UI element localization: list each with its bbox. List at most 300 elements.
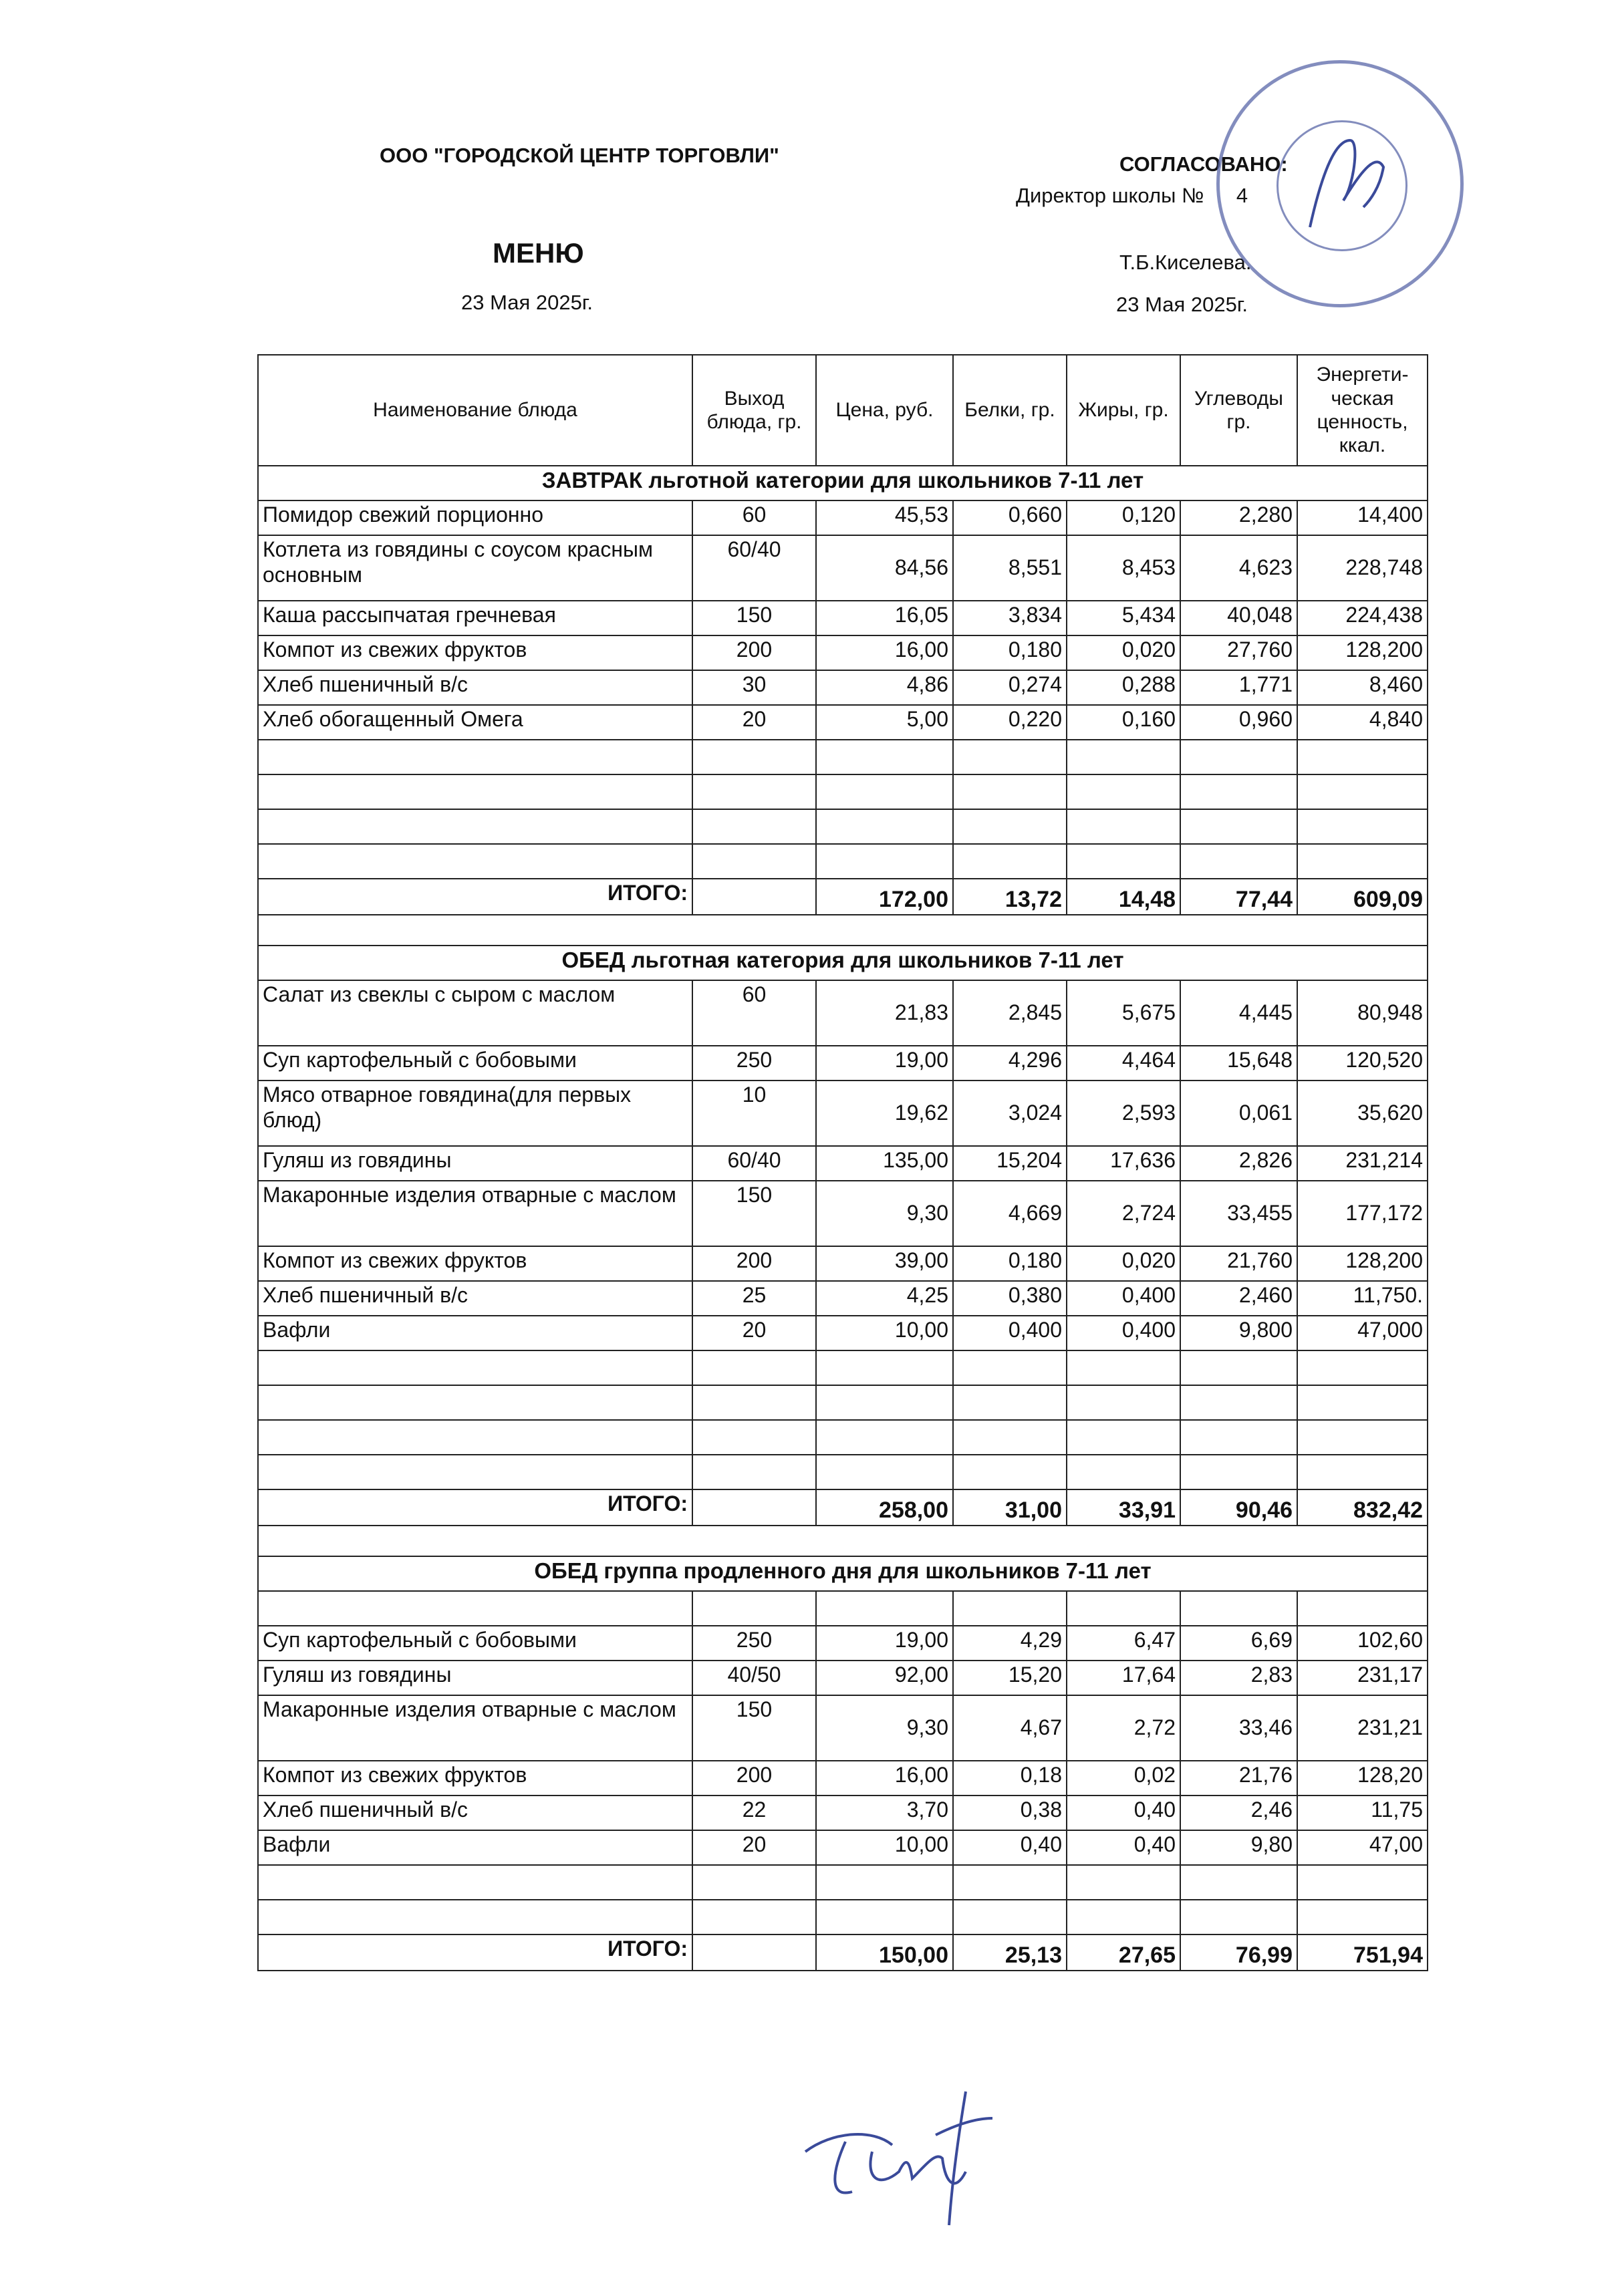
dish-value: 92,00 [816,1661,953,1695]
dish-value: 5,00 [816,705,953,740]
total-value: 33,91 [1067,1489,1180,1526]
empty-cell [258,1420,692,1455]
total-value: 27,65 [1067,1934,1180,1971]
total-row [258,1934,1428,1971]
empty-cell [953,1865,1067,1900]
dish-value: 19,00 [816,1046,953,1081]
dish-value: 250 [692,1046,816,1081]
dish-value: 21,83 [816,980,953,1046]
dish-name: Компот из свежих фруктов [258,1761,692,1796]
total-row [258,1489,1428,1526]
dish-value: 9,30 [816,1181,953,1246]
empty-cell [692,774,816,809]
dish-value: 0,400 [1067,1316,1180,1350]
empty-cell [1067,1385,1180,1420]
dish-value: 15,648 [1180,1046,1297,1081]
empty-cell [258,1865,692,1900]
dish-value: 0,180 [953,635,1067,670]
dish-value: 2,826 [1180,1146,1297,1181]
empty-cell [1180,1385,1297,1420]
section-title-row [258,466,1428,500]
table-row [258,1626,1428,1661]
empty-cell [258,1455,692,1489]
empty-cell [258,1900,692,1934]
empty-cell [1067,809,1180,844]
menu-title: МЕНЮ [493,237,584,269]
empty-cell [1297,1385,1428,1420]
dish-value: 128,200 [1297,635,1428,670]
dish-value: 27,760 [1180,635,1297,670]
dish-value: 0,660 [953,500,1067,535]
dish-value: 47,000 [1297,1316,1428,1350]
empty-cell [692,809,816,844]
column-header: Белки, гр. [953,355,1067,466]
empty-cell [692,1455,816,1489]
empty-cell [1067,1350,1180,1385]
dish-value: 0,120 [1067,500,1180,535]
total-value: 751,94 [1297,1934,1428,1971]
section-title-row [258,1556,1428,1591]
dish-value: 60 [692,980,816,1046]
director-label: Директор школы № [1016,184,1204,207]
dish-value: 128,200 [1297,1246,1428,1281]
empty-cell [1067,774,1180,809]
section-title: ЗАВТРАК льготной категории для школьников 7-11 лет [258,466,1428,500]
section-title-row [258,946,1428,980]
approval-date: 23 Мая 2025г. [1116,293,1248,316]
empty-row [258,774,1428,809]
total-value: 76,99 [1180,1934,1297,1971]
dish-value: 2,280 [1180,500,1297,535]
table-row [258,670,1428,705]
dish-value: 2,845 [953,980,1067,1046]
company-name: ООО "ГОРОДСКОЙ ЦЕНТР ТОРГОВЛИ" [380,144,779,167]
dish-value: 20 [692,705,816,740]
empty-cell [953,1350,1067,1385]
dish-name: Помидор свежий порционно [258,500,692,535]
empty-cell [692,1350,816,1385]
dish-value: 11,750. [1297,1281,1428,1316]
dish-value: 150 [692,1181,816,1246]
dish-value: 4,296 [953,1046,1067,1081]
dish-name: Гуляш из говядины [258,1661,692,1695]
dish-value: 84,56 [816,535,953,601]
table-row [258,1796,1428,1830]
dish-value: 231,21 [1297,1695,1428,1761]
empty-cell [816,1455,953,1489]
empty-cell [692,1900,816,1934]
empty-cell [816,774,953,809]
dish-name: Хлеб пшеничный в/с [258,1796,692,1830]
dish-value: 0,220 [953,705,1067,740]
spacer-cell [258,1526,1428,1556]
dish-value: 0,400 [1067,1281,1180,1316]
table-header-row [258,355,1428,466]
dish-value: 15,204 [953,1146,1067,1181]
empty-cell [816,1350,953,1385]
empty-cell [1067,1900,1180,1934]
empty-row [258,1900,1428,1934]
total-label: ИТОГО: [258,1934,692,1971]
column-header: Наименование блюда [258,355,692,466]
dish-value: 47,00 [1297,1830,1428,1865]
column-header: Цена, руб. [816,355,953,466]
dish-value: 16,00 [816,1761,953,1796]
total-value: 172,00 [816,879,953,915]
dish-name: Хлеб пшеничный в/с [258,670,692,705]
dish-value: 4,25 [816,1281,953,1316]
dish-value: 4,445 [1180,980,1297,1046]
empty-cell [953,844,1067,879]
dish-value: 6,47 [1067,1626,1180,1661]
dish-value: 4,623 [1180,535,1297,601]
empty-cell [1297,1591,1428,1626]
dish-value: 2,724 [1067,1181,1180,1246]
dish-value: 21,760 [1180,1246,1297,1281]
empty-cell [1180,844,1297,879]
dish-value: 2,83 [1180,1661,1297,1695]
dish-name: Гуляш из говядины [258,1146,692,1181]
dish-value: 150 [692,601,816,635]
column-header: Углеводы гр. [1180,355,1297,466]
table-row [258,980,1428,1046]
empty-cell [1297,774,1428,809]
total-value: 150,00 [816,1934,953,1971]
empty-cell [1180,1350,1297,1385]
director-name: Т.Б.Киселева. [1119,251,1252,274]
dish-value: 0,38 [953,1796,1067,1830]
empty-cell [816,809,953,844]
empty-cell [1180,1455,1297,1489]
dish-value: 4,840 [1297,705,1428,740]
dish-value: 4,669 [953,1181,1067,1246]
dish-value: 2,72 [1067,1695,1180,1761]
dish-value: 228,748 [1297,535,1428,601]
dish-value: 9,800 [1180,1316,1297,1350]
dish-value: 3,834 [953,601,1067,635]
dish-value: 177,172 [1297,1181,1428,1246]
empty-cell [258,740,692,774]
empty-row [258,740,1428,774]
table-row [258,1316,1428,1350]
dish-value: 5,675 [1067,980,1180,1046]
dish-value: 17,64 [1067,1661,1180,1695]
empty-cell [816,1900,953,1934]
dish-value: 16,00 [816,635,953,670]
total-value: 31,00 [953,1489,1067,1526]
total-value: 25,13 [953,1934,1067,1971]
empty-cell [692,740,816,774]
empty-cell [1297,1350,1428,1385]
empty-cell [692,1591,816,1626]
total-row [258,879,1428,915]
dish-value: 8,453 [1067,535,1180,601]
section-title: ОБЕД группа продленного дня для школьников 7-11 лет [258,1556,1428,1591]
dish-value: 21,76 [1180,1761,1297,1796]
empty-row [258,1455,1428,1489]
dish-value: 1,771 [1180,670,1297,705]
dish-value: 20 [692,1830,816,1865]
total-label: ИТОГО: [258,1489,692,1526]
empty-cell [953,1385,1067,1420]
total-value: 832,42 [1297,1489,1428,1526]
table-row [258,535,1428,601]
dish-value: 0,960 [1180,705,1297,740]
empty-cell [1067,1591,1180,1626]
dish-value: 80,948 [1297,980,1428,1046]
empty-cell [1297,1455,1428,1489]
dish-name: Салат из свеклы с сыром с маслом [258,980,692,1046]
empty-cell [1180,740,1297,774]
empty-cell [258,809,692,844]
dish-value: 8,551 [953,535,1067,601]
dish-name: Макаронные изделия отварные с маслом [258,1695,692,1761]
section-title: ОБЕД льготная категория для школьников 7-11 лет [258,946,1428,980]
dish-value: 224,438 [1297,601,1428,635]
empty-cell [1297,1900,1428,1934]
total-value: 14,48 [1067,879,1180,915]
column-header: Жиры, гр. [1067,355,1180,466]
dish-value: 60 [692,500,816,535]
empty-cell [953,1900,1067,1934]
director-signature [1297,127,1397,241]
empty-cell [1297,844,1428,879]
table-row [258,1146,1428,1181]
dish-value: 17,636 [1067,1146,1180,1181]
dish-value: 0,160 [1067,705,1180,740]
empty-cell [816,844,953,879]
table-row [258,1661,1428,1695]
empty-cell [692,844,816,879]
empty-cell [816,1420,953,1455]
empty-row [258,1420,1428,1455]
total-empty-cell [692,879,816,915]
dish-value: 33,455 [1180,1181,1297,1246]
total-value: 90,46 [1180,1489,1297,1526]
dish-value: 5,434 [1067,601,1180,635]
empty-cell [258,844,692,879]
dish-value: 2,460 [1180,1281,1297,1316]
dish-value: 4,67 [953,1695,1067,1761]
dish-value: 45,53 [816,500,953,535]
empty-row [258,1385,1428,1420]
dish-name: Котлета из говядины с соусом красным основным [258,535,692,601]
dish-name: Хлеб пшеничный в/с [258,1281,692,1316]
empty-cell [953,740,1067,774]
dish-name: Вафли [258,1830,692,1865]
table-row [258,705,1428,740]
table-row [258,635,1428,670]
empty-cell [1180,1900,1297,1934]
dish-value: 0,380 [953,1281,1067,1316]
section-spacer-row [258,1526,1428,1556]
dish-value: 19,00 [816,1626,953,1661]
table-row [258,500,1428,535]
dish-value: 30 [692,670,816,705]
dish-value: 0,18 [953,1761,1067,1796]
spacer-cell [258,915,1428,946]
dish-name: Компот из свежих фруктов [258,635,692,670]
empty-row [258,1591,1428,1626]
dish-value: 120,520 [1297,1046,1428,1081]
dish-value: 0,180 [953,1246,1067,1281]
empty-cell [1180,1420,1297,1455]
dish-value: 9,80 [1180,1830,1297,1865]
dish-value: 22 [692,1796,816,1830]
table-row [258,1695,1428,1761]
table-row [258,1046,1428,1081]
dish-value: 33,46 [1180,1695,1297,1761]
dish-value: 10,00 [816,1316,953,1350]
empty-cell [1180,809,1297,844]
empty-cell [1067,844,1180,879]
total-value: 609,09 [1297,879,1428,915]
dish-value: 10,00 [816,1830,953,1865]
empty-cell [258,1385,692,1420]
empty-cell [1180,1591,1297,1626]
approval-heading: СОГЛАСОВАНО: [1119,152,1288,176]
empty-cell [953,809,1067,844]
dish-value: 250 [692,1626,816,1661]
empty-cell [258,774,692,809]
column-header: Энергети-ческая ценность, ккал. [1297,355,1428,466]
empty-cell [953,774,1067,809]
dish-name: Макаронные изделия отварные с маслом [258,1181,692,1246]
dish-value: 200 [692,1246,816,1281]
empty-cell [1297,1865,1428,1900]
menu-date: 23 Мая 2025г. [461,291,593,314]
table-row [258,1830,1428,1865]
director-title [1016,184,1248,208]
dish-value: 4,29 [953,1626,1067,1661]
table-row [258,1246,1428,1281]
dish-value: 200 [692,1761,816,1796]
table-row [258,1761,1428,1796]
empty-cell [692,1385,816,1420]
dish-value: 3,70 [816,1796,953,1830]
dish-value: 20 [692,1316,816,1350]
dish-value: 150 [692,1695,816,1761]
dish-value: 14,400 [1297,500,1428,535]
empty-cell [953,1455,1067,1489]
empty-cell [953,1591,1067,1626]
empty-cell [692,1420,816,1455]
empty-cell [1297,740,1428,774]
total-value: 77,44 [1180,879,1297,915]
dish-value: 231,17 [1297,1661,1428,1695]
dish-name: Хлеб обогащенный Омега [258,705,692,740]
empty-row [258,844,1428,879]
dish-name: Суп картофельный с бобовыми [258,1626,692,1661]
empty-cell [258,1591,692,1626]
dish-value: 39,00 [816,1246,953,1281]
dish-value: 0,020 [1067,1246,1180,1281]
dish-value: 60/40 [692,535,816,601]
section-spacer-row [258,915,1428,946]
dish-value: 9,30 [816,1695,953,1761]
dish-value: 40/50 [692,1661,816,1695]
dish-value: 15,20 [953,1661,1067,1695]
dish-value: 0,400 [953,1316,1067,1350]
dish-value: 0,288 [1067,670,1180,705]
dish-value: 11,75 [1297,1796,1428,1830]
empty-row [258,809,1428,844]
column-header: Выход блюда, гр. [692,355,816,466]
total-value: 258,00 [816,1489,953,1526]
dish-value: 2,593 [1067,1081,1180,1146]
total-value: 13,72 [953,879,1067,915]
dish-value: 25 [692,1281,816,1316]
empty-cell [1067,1455,1180,1489]
dish-value: 16,05 [816,601,953,635]
dish-value: 102,60 [1297,1626,1428,1661]
dish-value: 0,061 [1180,1081,1297,1146]
empty-cell [258,1350,692,1385]
dish-value: 60/40 [692,1146,816,1181]
empty-cell [1067,1420,1180,1455]
dish-value: 128,20 [1297,1761,1428,1796]
dish-name: Вафли [258,1316,692,1350]
empty-cell [816,1865,953,1900]
dish-value: 200 [692,635,816,670]
total-empty-cell [692,1934,816,1971]
table-row [258,1181,1428,1246]
empty-cell [1180,774,1297,809]
empty-cell [1297,809,1428,844]
table-row [258,1281,1428,1316]
dish-value: 4,464 [1067,1046,1180,1081]
empty-cell [816,740,953,774]
dish-value: 19,62 [816,1081,953,1146]
dish-value: 231,214 [1297,1146,1428,1181]
empty-cell [1180,1865,1297,1900]
dish-name: Мясо отварное говядина(для первых блюд) [258,1081,692,1146]
dish-value: 135,00 [816,1146,953,1181]
dish-value: 3,024 [953,1081,1067,1146]
empty-cell [1067,1865,1180,1900]
empty-cell [1297,1420,1428,1455]
empty-row [258,1350,1428,1385]
dish-value: 40,048 [1180,601,1297,635]
dish-value: 4,86 [816,670,953,705]
dish-name: Компот из свежих фруктов [258,1246,692,1281]
table-row [258,601,1428,635]
dish-value: 35,620 [1297,1081,1428,1146]
empty-cell [816,1591,953,1626]
empty-row [258,1865,1428,1900]
school-number: 4 [1236,184,1248,207]
total-empty-cell [692,1489,816,1526]
dish-value: 0,020 [1067,635,1180,670]
dish-name: Суп картофельный с бобовыми [258,1046,692,1081]
empty-cell [692,1865,816,1900]
dish-value: 6,69 [1180,1626,1297,1661]
dish-value: 0,274 [953,670,1067,705]
dish-value: 0,40 [1067,1830,1180,1865]
dish-name: Каша рассыпчатая гречневая [258,601,692,635]
dish-value: 10 [692,1081,816,1146]
empty-cell [1067,740,1180,774]
total-label: ИТОГО: [258,879,692,915]
empty-cell [953,1420,1067,1455]
dish-value: 2,46 [1180,1796,1297,1830]
dish-value: 0,40 [953,1830,1067,1865]
dish-value: 0,02 [1067,1761,1180,1796]
dish-value: 0,40 [1067,1796,1180,1830]
dish-value: 8,460 [1297,670,1428,705]
cook-signature [792,2078,1006,2232]
table-row [258,1081,1428,1146]
